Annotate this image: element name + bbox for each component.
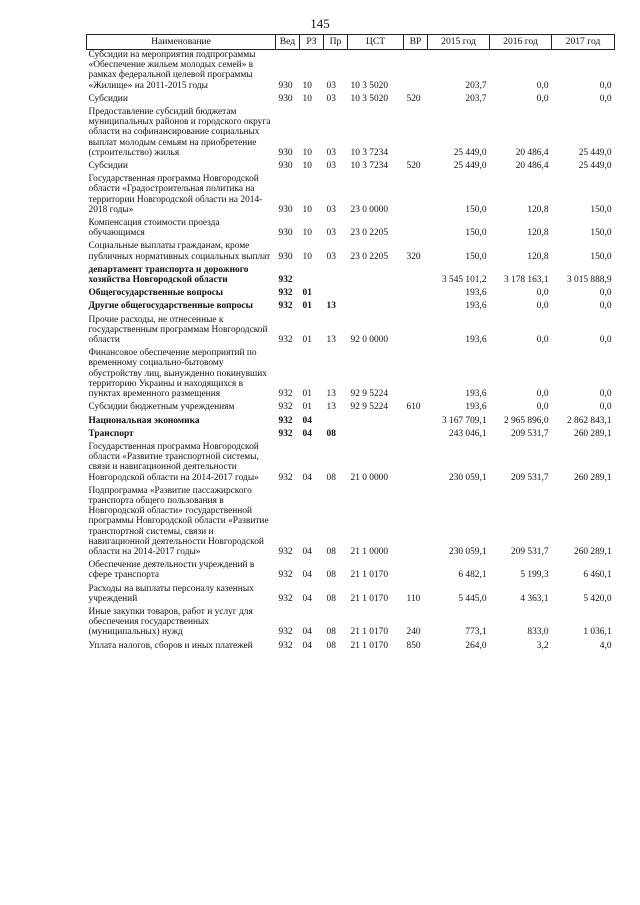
- row-cst: 21 1 0170: [350, 570, 388, 581]
- row-2016: 120,8: [527, 228, 549, 239]
- row-vr: 320: [406, 251, 421, 262]
- row-name: Субсидии: [88, 93, 128, 104]
- row-rz: 04: [302, 415, 312, 426]
- row-2017: 260 289,1: [574, 546, 612, 557]
- row-name: Государственная программа Новгородской области «Развитие транспортной системы, связи и навигационной деятельности Новгородской области на 2014-2017 годы»: [88, 441, 259, 483]
- row-2017: 1 036,1: [583, 627, 612, 638]
- row-rz: 10: [302, 228, 312, 239]
- row-pr: 03: [326, 147, 336, 158]
- row-pr: 03: [326, 204, 336, 215]
- row-vr: 240: [406, 627, 421, 638]
- row-rz: 01: [302, 288, 312, 299]
- row-pr: 08: [326, 640, 336, 651]
- row-2016: 0,0: [536, 389, 549, 400]
- row-2017: 150,0: [590, 228, 612, 239]
- row-vr: [404, 348, 428, 402]
- row-2016: 4 363,1: [520, 593, 549, 604]
- row-vr: 610: [406, 402, 421, 413]
- row-2017: 0,0: [599, 335, 612, 346]
- row-rz: 04: [302, 640, 312, 651]
- row-ved: 930: [278, 147, 293, 158]
- row-2017: 0,0: [599, 301, 612, 312]
- header-2016: 2016 год: [490, 35, 552, 50]
- row-2015: 230 059,1: [449, 546, 487, 557]
- row-name: Предоставление субсидий бюджетам муниципальных районов и городского округа области на софинансирование социальных выплат молодым семьям на приобретение (строительство) жилья: [88, 107, 271, 158]
- row-ved: 930: [278, 228, 293, 239]
- table-row: [87, 641, 615, 654]
- row-ved: 932: [278, 640, 293, 651]
- table-row: [87, 107, 615, 161]
- row-2016: 0,0: [536, 80, 549, 91]
- row-name: Государственная программа Новгородской области «Градостроительная политика на территории Новгородской области на 2014-2018 годы»: [88, 174, 263, 215]
- row-name: Транспорт: [88, 428, 134, 439]
- row-pr: 08: [326, 546, 336, 557]
- row-2016: 120,8: [527, 204, 549, 215]
- row-2017: 0,0: [599, 288, 612, 299]
- row-2015: 25 449,0: [453, 147, 487, 158]
- row-vr: 520: [406, 93, 421, 104]
- row-cst: 23 0 2205: [350, 251, 388, 262]
- row-vr: 110: [406, 593, 421, 604]
- row-2017: 150,0: [590, 251, 612, 262]
- row-cst: 10 3 5020: [350, 80, 388, 91]
- row-vr: [404, 265, 428, 288]
- row-2015: 264,0: [465, 640, 487, 651]
- row-2016: 120,8: [527, 251, 549, 262]
- row-pr: 08: [326, 570, 336, 581]
- row-ved: 932: [278, 415, 293, 426]
- row-rz: 01: [302, 402, 312, 413]
- row-2017: 260 289,1: [574, 428, 612, 439]
- row-2016: 2 965 896,0: [503, 415, 549, 426]
- row-2016: 209 531,7: [511, 472, 549, 483]
- row-2017: 0,0: [599, 80, 612, 91]
- header-name: Наименование: [87, 35, 276, 50]
- row-rz: 10: [302, 251, 312, 262]
- table-row: [87, 607, 615, 641]
- row-2016: 0,0: [536, 301, 549, 312]
- row-2015: 203,7: [465, 80, 487, 91]
- row-vr: [404, 288, 428, 301]
- row-2017: 0,0: [599, 402, 612, 413]
- row-2015: 6 482,1: [458, 570, 487, 581]
- row-pr: 03: [326, 228, 336, 239]
- table-row: [87, 161, 615, 174]
- row-cst: 21 1 0000: [350, 546, 388, 557]
- row-name: Субсидии на мероприятия подпрограммы «Обеспечение жильем молодых семей» в рамках федеральной целевой программы «Жилище» на 2011-2015 годы: [88, 50, 256, 91]
- row-ved: 932: [278, 389, 293, 400]
- row-2017: 150,0: [590, 204, 612, 215]
- row-pr: 13: [326, 335, 336, 346]
- row-rz: 04: [302, 428, 312, 439]
- table-body: [87, 50, 615, 654]
- row-2017: 25 449,0: [578, 161, 612, 172]
- row-name: департамент транспорта и дорожного хозяйства Новгородской области: [88, 264, 249, 286]
- row-2015: 25 449,0: [453, 161, 487, 172]
- row-2017: 3 015 888,9: [566, 275, 612, 286]
- budget-table: [86, 34, 615, 654]
- row-name: Компенсация стоимости проезда обучающимся: [88, 218, 220, 239]
- row-pr: [324, 265, 348, 288]
- row-2015: 3 167 709,1: [441, 415, 487, 426]
- header-2017: 2017 год: [552, 35, 615, 50]
- row-pr: 08: [326, 428, 336, 439]
- table-row: [87, 174, 615, 218]
- row-pr: 13: [326, 301, 336, 312]
- row-cst: 23 0 2205: [350, 228, 388, 239]
- row-vr: [404, 174, 428, 218]
- row-rz: 04: [302, 593, 312, 604]
- table-row: [87, 442, 615, 486]
- row-cst: 21 0 0000: [350, 472, 388, 483]
- row-name: Субсидии: [88, 161, 128, 172]
- row-2015: 193,6: [465, 335, 487, 346]
- row-vr: [404, 429, 428, 442]
- row-ved: 932: [278, 570, 293, 581]
- header-2015: 2015 год: [428, 35, 490, 50]
- row-name: Уплата налогов, сборов и иных платежей: [88, 640, 253, 651]
- row-2017: 0,0: [599, 389, 612, 400]
- row-2016: 0,0: [536, 402, 549, 413]
- table-row: [87, 50, 615, 94]
- row-2017: 2 862 843,1: [566, 415, 612, 426]
- row-ved: 932: [278, 275, 293, 286]
- table-row: [87, 265, 615, 288]
- row-ved: 930: [278, 204, 293, 215]
- row-2015: 230 059,1: [449, 472, 487, 483]
- row-2015: 150,0: [465, 228, 487, 239]
- header-pr: Пр: [324, 35, 348, 50]
- row-pr: 13: [326, 389, 336, 400]
- row-rz: 10: [302, 93, 312, 104]
- row-cst: 92 9 5224: [350, 389, 388, 400]
- row-rz: 10: [302, 161, 312, 172]
- row-name: Социальные выплаты гражданам, кроме публичных нормативных социальных выплат: [88, 241, 271, 262]
- row-name: Прочие расходы, не отнесенные к государственным программам Новгородской области: [88, 314, 268, 346]
- row-cst: 10 3 7234: [350, 161, 388, 172]
- row-cst: [348, 265, 404, 288]
- row-name: Другие общегосударственные вопросы: [88, 301, 253, 312]
- row-2015: 193,6: [465, 301, 487, 312]
- row-ved: 930: [278, 251, 293, 262]
- table-row: [87, 288, 615, 301]
- row-vr: [404, 301, 428, 314]
- row-cst: 10 3 5020: [350, 93, 388, 104]
- row-2015: 193,6: [465, 288, 487, 299]
- row-cst: 21 1 0170: [350, 593, 388, 604]
- row-2016: 20 486,4: [515, 161, 549, 172]
- row-vr: [404, 486, 428, 560]
- table-row: [87, 486, 615, 560]
- row-vr: [404, 442, 428, 486]
- header-cst: ЦСТ: [348, 35, 404, 50]
- row-ved: 932: [278, 472, 293, 483]
- table-row: [87, 301, 615, 314]
- row-pr: [324, 288, 348, 301]
- row-2016: 209 531,7: [511, 546, 549, 557]
- row-2017: 5 420,0: [583, 593, 612, 604]
- row-cst: [348, 288, 404, 301]
- row-cst: 21 1 0170: [350, 640, 388, 651]
- table-row: [87, 402, 615, 415]
- row-cst: 21 1 0170: [350, 627, 388, 638]
- row-name: Иные закупки товаров, работ и услуг для обеспечения государственных (муниципальных) нужд: [88, 606, 253, 638]
- row-vr: 520: [406, 161, 421, 172]
- row-2016: 0,0: [536, 335, 549, 346]
- row-2016: 0,0: [536, 288, 549, 299]
- header-rz: РЗ: [300, 35, 324, 50]
- row-cst: [348, 301, 404, 314]
- row-pr: 08: [326, 627, 336, 638]
- row-vr: [404, 50, 428, 94]
- row-name: Национальная экономика: [88, 415, 200, 426]
- row-2017: 6 460,1: [583, 570, 612, 581]
- header-ved: Вед: [276, 35, 300, 50]
- row-pr: 08: [326, 593, 336, 604]
- row-ved: 932: [278, 335, 293, 346]
- row-ved: 932: [278, 428, 293, 439]
- row-name: Субсидии бюджетным учреждениям: [88, 402, 235, 413]
- row-ved: 932: [278, 593, 293, 604]
- row-2016: 3 178 163,1: [503, 275, 549, 286]
- row-name: Обеспечение деятельности учреждений в сфере транспорта: [88, 560, 255, 581]
- row-rz: [300, 265, 324, 288]
- row-name: Подпрограмма «Развитие пассажирского транспорта общего пользования в Новгородской области» государственной программы Новгородской области «Развитие транспортной системы, связи и навигационной деятельности Новгородской области на 2014-2017 годы»: [88, 485, 269, 557]
- row-2015: 243 046,1: [449, 428, 487, 439]
- table-row: [87, 315, 615, 349]
- row-pr: 03: [326, 251, 336, 262]
- row-cst: [348, 429, 404, 442]
- row-2016: 20 486,4: [515, 147, 549, 158]
- row-pr: [324, 416, 348, 429]
- row-vr: [404, 107, 428, 161]
- row-2015: 773,1: [465, 627, 487, 638]
- row-cst: 92 0 0000: [350, 335, 388, 346]
- row-cst: [348, 416, 404, 429]
- table-row: [87, 218, 615, 241]
- row-ved: 930: [278, 93, 293, 104]
- table-row: [87, 348, 615, 402]
- page-number: 145: [310, 16, 330, 31]
- row-rz: 04: [302, 570, 312, 581]
- row-rz: 01: [302, 335, 312, 346]
- row-pr: 03: [326, 93, 336, 104]
- row-2017: 25 449,0: [578, 147, 612, 158]
- row-rz: 10: [302, 80, 312, 91]
- table-header-row: [87, 35, 615, 50]
- row-rz: 01: [302, 301, 312, 312]
- row-name: Финансовое обеспечение мероприятий по временному социально-бытовому обустройству лиц, вынужденно покинувших территорию Украины и находящихся в пунктах временного размещения: [88, 348, 267, 400]
- row-2017: 0,0: [599, 93, 612, 104]
- row-2017: 260 289,1: [574, 472, 612, 483]
- row-2015: 203,7: [465, 93, 487, 104]
- row-2015: 3 545 101,2: [441, 275, 487, 286]
- row-pr: 08: [326, 472, 336, 483]
- row-vr: [404, 218, 428, 241]
- table-row: [87, 584, 615, 607]
- row-rz: 04: [302, 472, 312, 483]
- row-2015: 193,6: [465, 389, 487, 400]
- row-pr: 03: [326, 161, 336, 172]
- row-pr: 03: [326, 80, 336, 91]
- table-row: [87, 429, 615, 442]
- row-2016: 5 199,3: [520, 570, 549, 581]
- row-2017: 4,0: [599, 640, 612, 651]
- row-ved: 932: [278, 288, 293, 299]
- row-ved: 932: [278, 546, 293, 557]
- row-rz: 10: [302, 204, 312, 215]
- row-2016: 833,0: [527, 627, 549, 638]
- row-ved: 932: [278, 301, 293, 312]
- row-2015: 5 445,0: [458, 593, 487, 604]
- row-vr: [404, 315, 428, 349]
- row-ved: 932: [278, 402, 293, 413]
- row-cst: 10 3 7234: [350, 147, 388, 158]
- row-rz: 10: [302, 147, 312, 158]
- row-vr: [404, 560, 428, 583]
- row-pr: 13: [326, 402, 336, 413]
- table-row: [87, 94, 615, 107]
- row-2016: 0,0: [536, 93, 549, 104]
- row-ved: 930: [278, 80, 293, 91]
- table-row: [87, 560, 615, 583]
- row-vr: 850: [406, 640, 421, 651]
- row-rz: 04: [302, 546, 312, 557]
- row-cst: 92 9 5224: [350, 402, 388, 413]
- row-rz: 01: [302, 389, 312, 400]
- row-2015: 150,0: [465, 251, 487, 262]
- header-vr: ВР: [404, 35, 428, 50]
- table-row: [87, 416, 615, 429]
- row-ved: 932: [278, 627, 293, 638]
- row-2015: 150,0: [465, 204, 487, 215]
- row-cst: 23 0 0000: [350, 204, 388, 215]
- row-name: Общегосударственные вопросы: [88, 288, 224, 299]
- row-rz: 04: [302, 627, 312, 638]
- row-name: Расходы на выплаты персоналу казенных учреждений: [88, 583, 254, 604]
- row-vr: [404, 416, 428, 429]
- row-2016: 209 531,7: [511, 428, 549, 439]
- row-ved: 930: [278, 161, 293, 172]
- row-2015: 193,6: [465, 402, 487, 413]
- row-2016: 3,2: [536, 640, 549, 651]
- table-row: [87, 241, 615, 264]
